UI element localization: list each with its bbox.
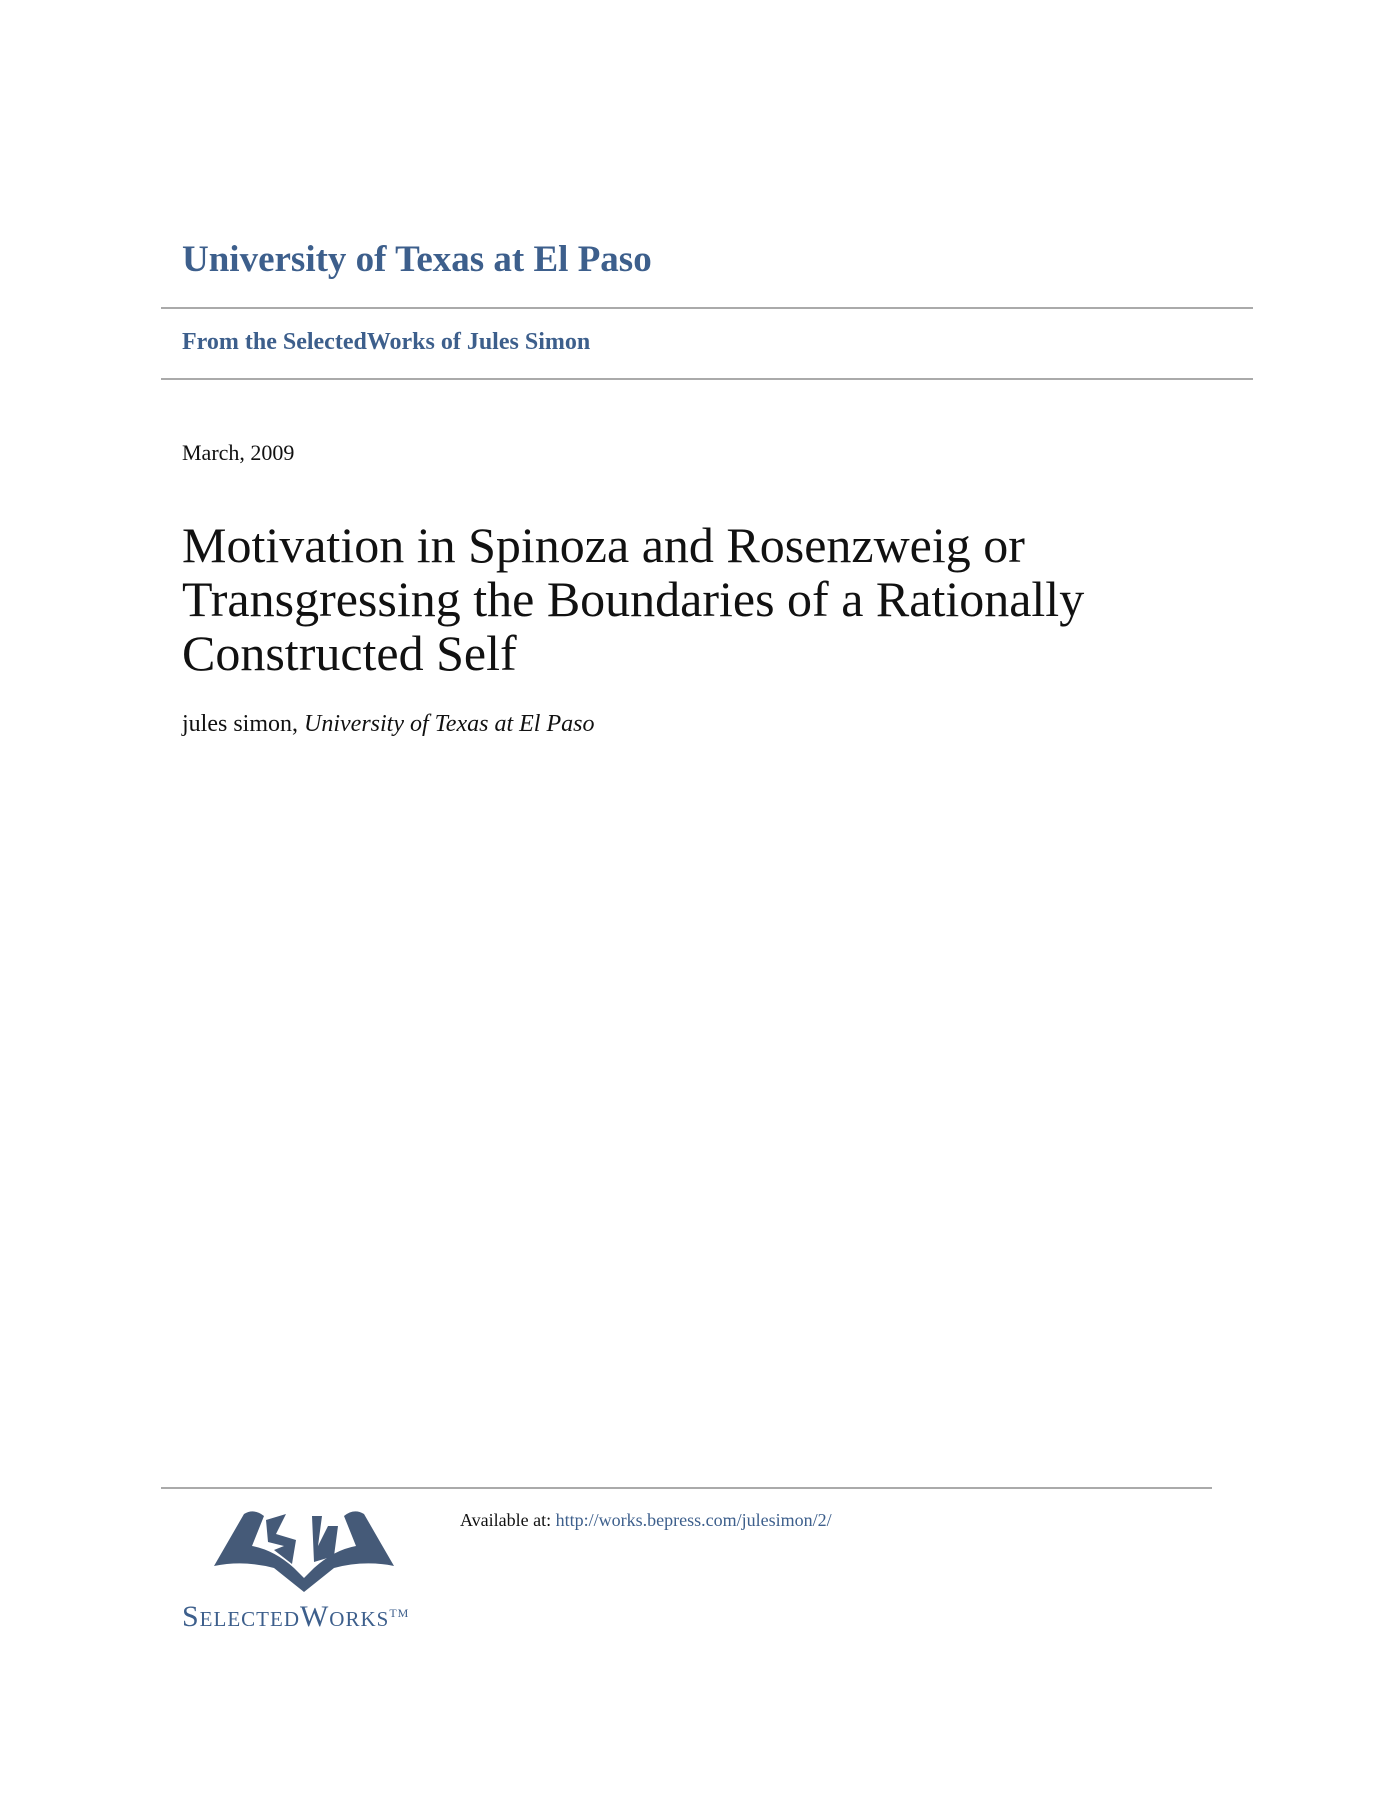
article-title: Motivation in Spinoza and Rosenzweig or Transgressing the Boundaries of a Rationally Constructed Self [182, 517, 1085, 681]
author-separator: , [292, 711, 305, 737]
footer-divider [161, 1487, 1212, 1489]
divider [161, 378, 1253, 380]
availability-line [460, 1510, 832, 1531]
publication-date: March, 2009 [182, 440, 295, 465]
divider [161, 307, 1253, 309]
author-affiliation: University of Texas at El Paso [304, 711, 595, 737]
author-line [182, 711, 594, 738]
available-label: Available at: [460, 1510, 552, 1530]
selectedworks-brand [182, 1600, 409, 1634]
selectedworks-logo-icon [214, 1506, 394, 1592]
author-name: jules simon [182, 711, 293, 737]
trademark: TM [389, 1606, 410, 1620]
collection-heading: From the SelectedWorks of Jules Simon [182, 329, 591, 355]
institution-heading: University of Texas at El Paso [182, 239, 652, 280]
brand-name: SelectedWorks [182, 1600, 390, 1633]
article-url-link[interactable]: http://works.bepress.com/julesimon/2/ [555, 1510, 832, 1530]
